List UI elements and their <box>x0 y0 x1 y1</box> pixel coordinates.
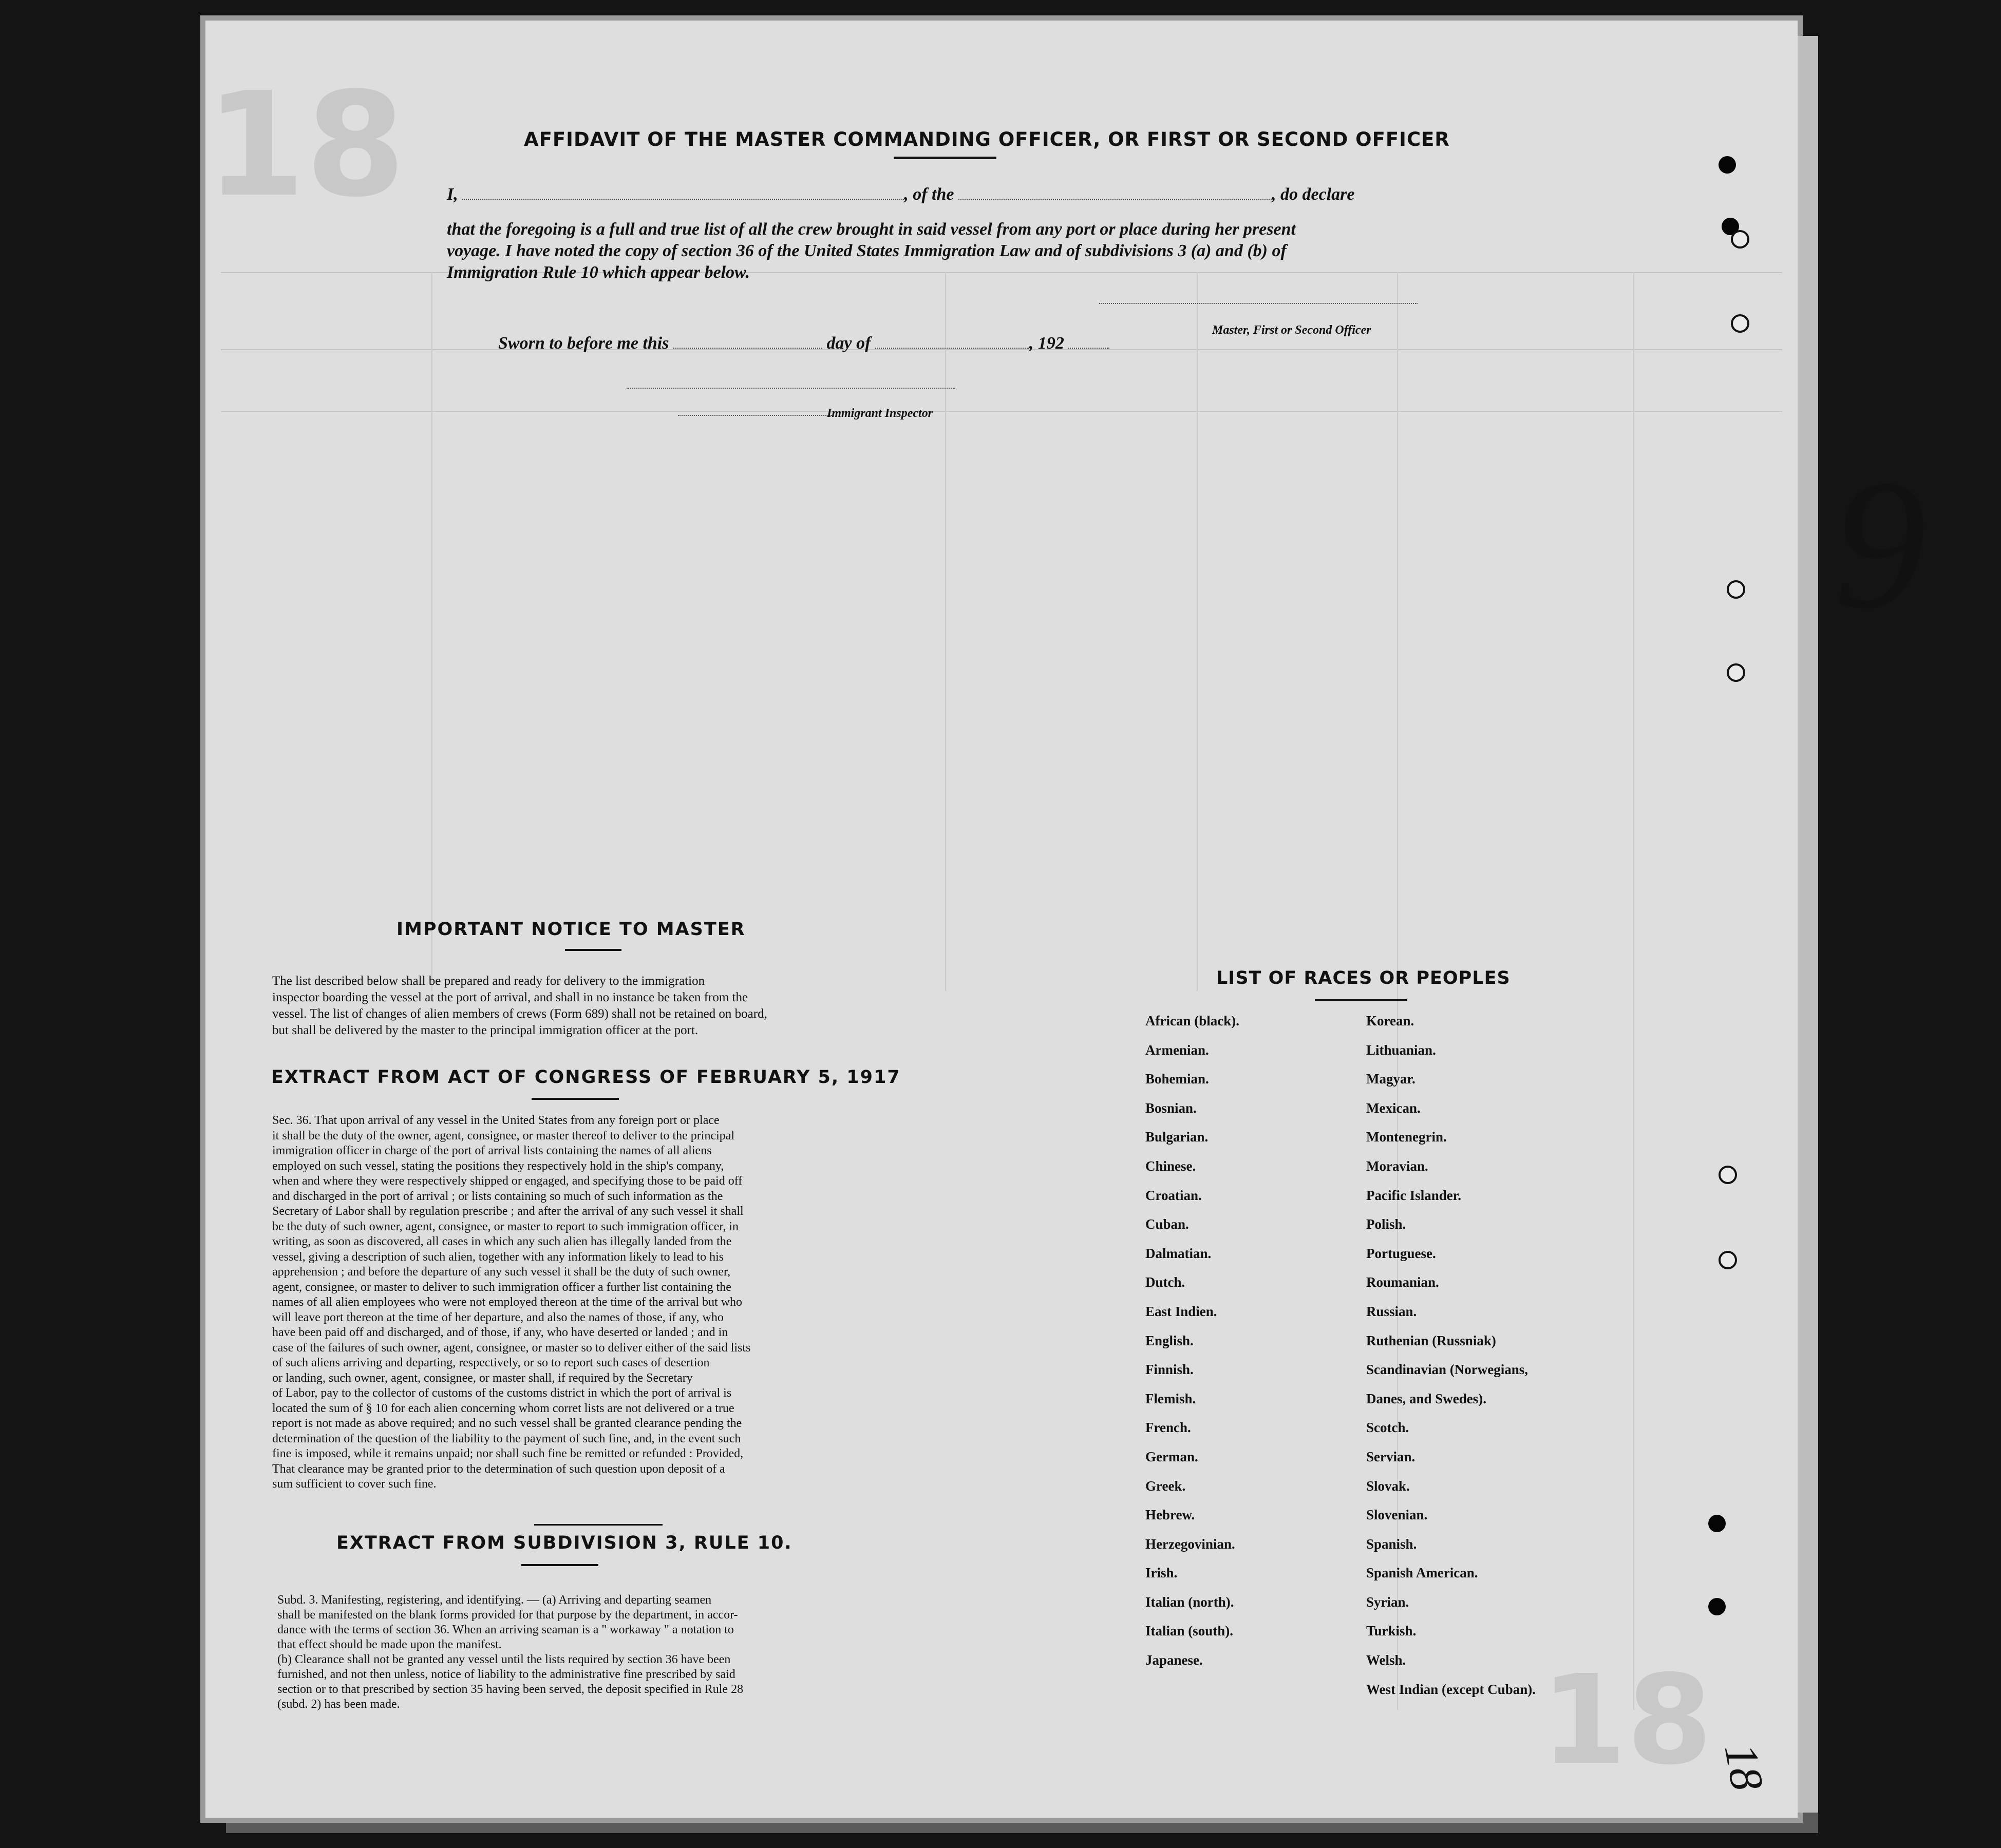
notice-text-line: vessel. The list of changes of alien members of crews (Form 689) shall not be retained on board, <box>272 1007 767 1021</box>
race-item: German. <box>1145 1449 1198 1464</box>
affidavit-title: AFFIDAVIT OF THE MASTER COMMANDING OFFICER, OR FIRST OR SECOND OFFICER <box>524 128 1450 150</box>
race-item: Ruthenian (Russniak) <box>1366 1332 1496 1348</box>
act-text-line: of such aliens arriving and departing, respectively, or so to report such cases of desertion <box>272 1356 710 1369</box>
race-item: Dalmatian. <box>1145 1245 1212 1261</box>
act-text-line: fine is imposed, while it remains unpaid; nor shall such fine be remitted or refunded : Provided, <box>272 1447 744 1460</box>
act-text-line: names of all alien employees who were not employed thereon at the time of the arrival but who <box>272 1295 743 1309</box>
ghost-page-number: 18 <box>205 62 406 229</box>
race-item: Servian. <box>1366 1449 1415 1464</box>
act-text-line: employed on such vessel, stating the positions they respectively hold in the ship's company, <box>272 1159 724 1173</box>
race-item: Pacific Islander. <box>1366 1187 1461 1203</box>
race-item: Slovenian. <box>1366 1507 1428 1523</box>
act-text-line: vessel, giving a description of such alien, together with any information likely to lead to his <box>272 1250 724 1264</box>
act-text-line: will leave port thereon at the time of her departure, and also the names of those, if any, who <box>272 1310 724 1324</box>
race-item: Japanese. <box>1145 1652 1203 1668</box>
act-text-line: immigration officer in charge of the port of arrival lists containing the names of all aliens <box>272 1144 712 1157</box>
race-item: Bulgarian. <box>1145 1129 1209 1145</box>
inspector-signature-line <box>627 388 955 389</box>
act-text-line: have been paid off and discharged, and of those, if any, who have deserted or landed ; and in <box>272 1326 728 1339</box>
act-end-rule <box>534 1524 663 1526</box>
act-text-line: agent, consignee, or master to deliver to such immigration officer a further list containing the <box>272 1280 731 1294</box>
vessel-field[interactable] <box>958 199 1272 200</box>
race-item: Welsh. <box>1366 1652 1406 1668</box>
rule-text-line: Subd. 3. Manifesting, registering, and identifying. — (a) Arriving and departing seamen <box>277 1593 712 1607</box>
race-item: Moravian. <box>1366 1158 1428 1174</box>
rule-text-line: furnished, and not then unless, notice of liability to the administrative fine prescribed by said <box>277 1668 735 1681</box>
race-item: Italian (north). <box>1145 1594 1234 1610</box>
race-item: Lithuanian. <box>1366 1042 1436 1058</box>
race-item: Scandinavian (Norwegians, <box>1366 1362 1528 1378</box>
race-item: Flemish. <box>1145 1390 1196 1406</box>
race-item: Cuban. <box>1145 1216 1189 1232</box>
binder-hole <box>1708 1515 1726 1532</box>
affidavit-line-4: Immigration Rule 10 which appear below. <box>447 263 750 282</box>
sworn-line <box>498 334 1109 353</box>
act-text-line: or landing, such owner, agent, consignee, or master shall, if required by the Secretary <box>272 1371 693 1385</box>
act-body <box>272 1113 878 1492</box>
race-item: Herzegovinian. <box>1145 1536 1235 1552</box>
race-item: Chinese. <box>1145 1158 1196 1174</box>
race-item: Turkish. <box>1366 1623 1417 1639</box>
race-item: Mexican. <box>1366 1100 1421 1116</box>
of-the-label: , of the <box>904 185 954 204</box>
ghost-page-number-bottom: 18 <box>1541 1648 1712 1792</box>
notice-title: IMPORTANT NOTICE TO MASTER <box>397 919 746 940</box>
act-text-line: Sec. 36. That upon arrival of any vessel in the United States from any foreign port or place <box>272 1114 720 1127</box>
race-item: English. <box>1145 1332 1194 1348</box>
notice-text-line: The list described below shall be prepared and ready for delivery to the immigration <box>272 974 705 988</box>
act-text-line: case of the failures of such owner, agent, consignee, or master so to deliver either of the said lists <box>272 1341 751 1355</box>
act-text-line: of Labor, pay to the collector of customs of the customs district in which the port of arrival is <box>272 1386 732 1400</box>
title-underline <box>894 157 996 159</box>
day-of-label: day of <box>826 334 871 353</box>
notice-text-line: but shall be delivered by the master to the principal immigration officer at the port. <box>272 1023 699 1037</box>
race-item: Croatian. <box>1145 1187 1202 1203</box>
act-text-line: report is not made as above required; and no such vessel shall be granted clearance pending the <box>272 1417 742 1430</box>
notice-body <box>272 973 878 1039</box>
binder-hole <box>1708 1598 1726 1615</box>
race-item: Irish. <box>1145 1565 1178 1581</box>
race-item: Spanish American. <box>1366 1565 1478 1581</box>
affidavit-line-1 <box>447 185 1354 204</box>
race-item: African (black). <box>1145 1013 1239 1028</box>
race-item: French. <box>1145 1420 1191 1436</box>
race-item: Portuguese. <box>1366 1245 1436 1261</box>
act-text-line: located the sum of § 10 for each alien concerning whom corret lists are not delivered or a true <box>272 1401 734 1415</box>
binder-hole <box>1719 1251 1737 1269</box>
race-item: Finnish. <box>1145 1362 1194 1378</box>
race-item: Armenian. <box>1145 1042 1209 1058</box>
race-item: Italian (south). <box>1145 1623 1234 1639</box>
act-text-line: apprehension ; and before the departure of any such vessel it shall be the duty of such owner, <box>272 1265 731 1279</box>
race-item: Polish. <box>1366 1216 1406 1232</box>
race-item: Syrian. <box>1366 1594 1409 1610</box>
race-item: East Indien. <box>1145 1303 1217 1319</box>
rule-title: EXTRACT FROM SUBDIVISION 3, RULE 10. <box>336 1533 792 1553</box>
inspector-signature-line-2 <box>678 415 832 416</box>
race-item: Dutch. <box>1145 1274 1185 1290</box>
race-item: Hebrew. <box>1145 1507 1195 1523</box>
act-text-line: and discharged in the port of arrival ; or lists containing so much of such information as the <box>272 1189 723 1203</box>
rule-text-line: (b) Clearance shall not be granted any vessel until the lists required by section 36 have been <box>277 1653 731 1666</box>
binder-hole <box>1727 580 1745 599</box>
name-field[interactable] <box>462 199 904 200</box>
rule-text-line: that effect should be made upon the manifest. <box>277 1638 502 1651</box>
binder-hole <box>1731 314 1749 333</box>
binder-hole <box>1719 1166 1737 1184</box>
inspector-signature-label: Immigrant Inspector <box>827 407 933 420</box>
race-item: Magyar. <box>1366 1071 1415 1087</box>
act-underline <box>532 1098 619 1100</box>
rule-text-line: dance with the terms of section 36. When an arriving seaman is a " workaway " a notation to <box>277 1623 734 1636</box>
act-text-line: it shall be the duty of the owner, agent, consignee, or master thereof to deliver to the principal <box>272 1129 735 1142</box>
do-declare-label: , do declare <box>1272 185 1355 204</box>
sworn-day-field[interactable] <box>673 348 822 349</box>
rule-underline <box>521 1564 598 1566</box>
affidavit-line-2: that the foregoing is a full and true list of all the crew brought in said vessel from any port or place during her present <box>447 220 1296 239</box>
rule-text-line: shall be manifested on the blank forms provided for that purpose by the department, in accor- <box>277 1608 738 1622</box>
race-item: Russian. <box>1366 1303 1417 1319</box>
sworn-year-field[interactable] <box>1068 348 1109 349</box>
page-edge <box>1798 36 1818 1813</box>
act-text-line: writing, as soon as discovered, all cases in which any such alien has illegally landed from the <box>272 1235 732 1248</box>
race-item: Spanish. <box>1366 1536 1417 1552</box>
race-item: West Indian (except Cuban). <box>1366 1681 1536 1697</box>
affidavit-line-3: voyage. I have noted the copy of section 36 of the United States Immigration Law and of subdivisions 3 (a) and (b) of <box>447 241 1287 260</box>
race-item: Bosnian. <box>1145 1100 1197 1116</box>
race-item: Roumanian. <box>1366 1274 1439 1290</box>
notice-text-line: inspector boarding the vessel at the port of arrival, and shall in no instance be taken from the <box>272 990 748 1004</box>
year-label: , 192 <box>1029 334 1064 353</box>
race-item: Slovak. <box>1366 1478 1410 1494</box>
notice-underline <box>565 949 621 951</box>
act-text-line: when and where they were respectively shipped or engaged, and specifying those to be paid off <box>272 1174 743 1188</box>
race-item: Bohemian. <box>1145 1071 1209 1087</box>
race-item: Danes, and Swedes). <box>1366 1390 1487 1406</box>
handwritten-page-number: 9 <box>1834 442 1926 646</box>
binder-hole <box>1719 156 1736 174</box>
sworn-label: Sworn to before me this <box>498 334 669 353</box>
rule-text-line: section or to that prescribed by section 35 having been served, the deposit specified in Rule 28 <box>277 1683 744 1696</box>
race-item: Scotch. <box>1366 1420 1409 1436</box>
race-item: Montenegrin. <box>1366 1129 1447 1145</box>
binder-hole <box>1731 230 1749 249</box>
races-right-column <box>1366 1006 1536 1704</box>
act-title: EXTRACT FROM ACT OF CONGRESS OF FEBRUARY 5, 1917 <box>271 1067 901 1088</box>
rule-body <box>277 1593 878 1712</box>
race-item: Greek. <box>1145 1478 1186 1494</box>
act-text-line: Secretary of Labor shall by regulation prescribe ; and after the arrival of any such vessel it shall <box>272 1205 744 1218</box>
act-text-line: That clearance may be granted prior to the determination of such question upon deposit of a <box>272 1462 725 1476</box>
affidavit-i-label: I, <box>447 185 458 204</box>
master-signature-line <box>1099 303 1418 304</box>
binder-hole <box>1727 663 1745 682</box>
act-text-line: be the duty of such owner, agent, consignee, or master to report to such immigration officer, in <box>272 1220 739 1233</box>
races-title: LIST OF RACES OR PEOPLES <box>1216 968 1511 988</box>
race-item: Korean. <box>1366 1013 1414 1028</box>
handwritten-corner-mark: 18 <box>1714 1740 1773 1795</box>
act-text-line: sum sufficient to cover such fine. <box>272 1477 437 1491</box>
act-text-line: determination of the question of the liability to the payment of such fine, and, in the event such <box>272 1432 741 1445</box>
races-left-column <box>1145 1006 1239 1675</box>
master-signature-label: Master, First or Second Officer <box>1212 323 1371 337</box>
sworn-month-field[interactable] <box>875 348 1029 349</box>
races-underline <box>1315 999 1407 1001</box>
rule-text-line: (subd. 2) has been made. <box>277 1698 400 1711</box>
